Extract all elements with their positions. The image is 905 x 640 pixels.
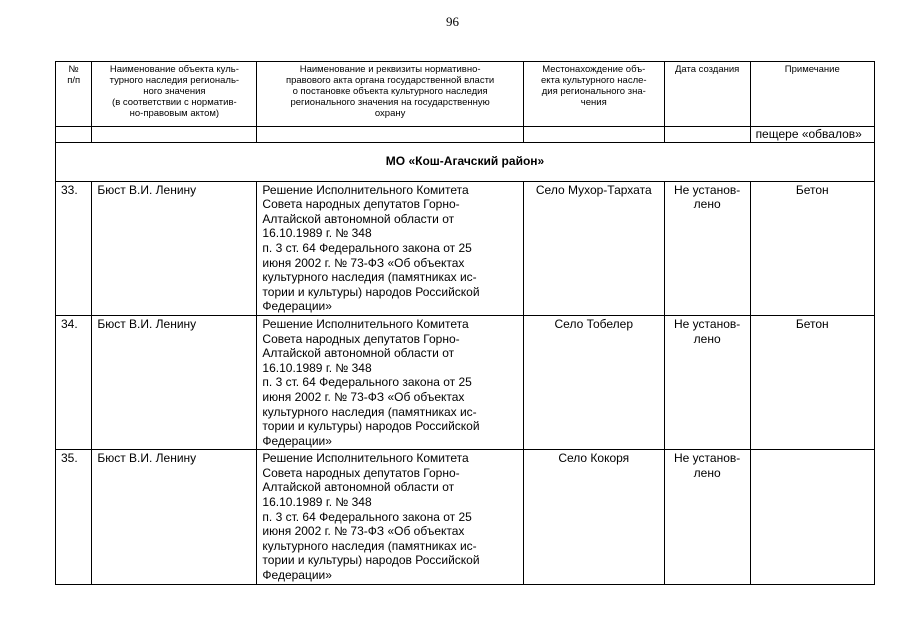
legal-act: Решение Исполнительного Комитета Совета народных депутатов Горно- Алтайской автономной области от 16.10.1989 г. № 348 п. 3 ст. 64 Федерального закона от 25 июня 2002 г. № 73-ФЗ «Об объектах культурного наследия (памятниках ис- тории и культуры) народов Российской Федерации» bbox=[257, 181, 523, 315]
object-name: Бюст В.И. Ленину bbox=[92, 315, 257, 449]
section-row bbox=[56, 142, 875, 181]
continuation-row bbox=[56, 127, 875, 143]
table-header-row bbox=[56, 62, 875, 127]
table-row bbox=[56, 181, 875, 315]
section-title: МО «Кош-Агачский район» bbox=[56, 142, 875, 181]
creation-date: Не установ- лено bbox=[664, 315, 750, 449]
table-row bbox=[56, 315, 875, 449]
creation-date: Не установ- лено bbox=[664, 181, 750, 315]
heritage-registry-table bbox=[55, 61, 875, 585]
row-number: 33. bbox=[56, 181, 92, 315]
header-object-name: Наименование объекта куль- турного наследия региональ- ного значения (в соответствии с норматив- но-правовым актом) bbox=[92, 62, 257, 127]
object-name: Бюст В.И. Ленину bbox=[92, 181, 257, 315]
continuation-note: пещере «обвалов» bbox=[750, 127, 874, 143]
note bbox=[750, 450, 874, 584]
creation-date: Не установ- лено bbox=[664, 450, 750, 584]
location: Село Тобелер bbox=[523, 315, 664, 449]
location: Село Кокоря bbox=[523, 450, 664, 584]
row-number: 35. bbox=[56, 450, 92, 584]
note: Бетон bbox=[750, 315, 874, 449]
header-num: № п/п bbox=[56, 62, 92, 127]
object-name: Бюст В.И. Ленину bbox=[92, 450, 257, 584]
note: Бетон bbox=[750, 181, 874, 315]
legal-act: Решение Исполнительного Комитета Совета народных депутатов Горно- Алтайской автономной области от 16.10.1989 г. № 348 п. 3 ст. 64 Федерального закона от 25 июня 2002 г. № 73-ФЗ «Об объектах культурного наследия (памятниках ис- тории и культуры) народов Российской Федерации» bbox=[257, 315, 523, 449]
row-number: 34. bbox=[56, 315, 92, 449]
header-note: Примечание bbox=[750, 62, 874, 127]
header-location: Местонахождение объ- екта культурного насле- дия регионального зна- чения bbox=[523, 62, 664, 127]
legal-act: Решение Исполнительного Комитета Совета народных депутатов Горно- Алтайской автономной области от 16.10.1989 г. № 348 п. 3 ст. 64 Федерального закона от 25 июня 2002 г. № 73-ФЗ «Об объектах культурного наследия (памятниках ис- тории и культуры) народов Российской Федерации» bbox=[257, 450, 523, 584]
table-row bbox=[56, 450, 875, 584]
header-creation-date: Дата создания bbox=[664, 62, 750, 127]
header-legal-act: Наименование и реквизиты нормативно- правового акта органа государственной власти о постановке объекта культурного наследия регионального значения на государственную охрану bbox=[257, 62, 523, 127]
location: Село Мухор-Тархата bbox=[523, 181, 664, 315]
page-number: 96 bbox=[446, 14, 459, 29]
